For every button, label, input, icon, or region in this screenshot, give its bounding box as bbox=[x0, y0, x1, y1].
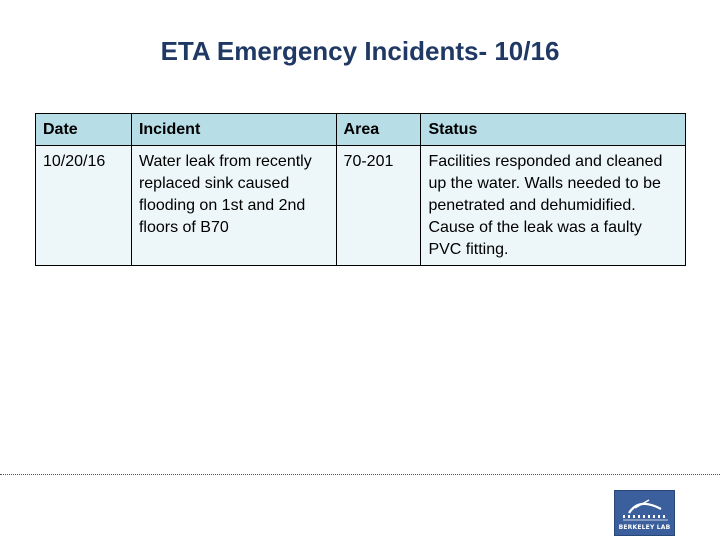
incidents-table bbox=[35, 113, 686, 266]
cell-area: 70-201 bbox=[336, 146, 421, 266]
berkeley-lab-logo bbox=[614, 490, 675, 536]
cell-date: 10/20/16 bbox=[36, 146, 132, 266]
cell-incident: Water leak from recently replaced sink caused flooding on 1st and 2nd floors of B70 bbox=[131, 146, 336, 266]
column-header-area: Area bbox=[336, 114, 421, 146]
table-row bbox=[36, 146, 686, 266]
logo-text: BERKELEY LAB bbox=[618, 524, 671, 531]
column-header-status: Status bbox=[421, 114, 686, 146]
column-header-date: Date bbox=[36, 114, 132, 146]
column-header-incident: Incident bbox=[131, 114, 336, 146]
cell-status: Facilities responded and cleaned up the water. Walls needed to be penetrated and dehumidified. Cause of the leak was a faulty PVC fitting. bbox=[421, 146, 686, 266]
footer-divider bbox=[0, 474, 720, 475]
page-title: ETA Emergency Incidents- 10/16 bbox=[160, 36, 560, 66]
table-header-row bbox=[36, 114, 686, 146]
